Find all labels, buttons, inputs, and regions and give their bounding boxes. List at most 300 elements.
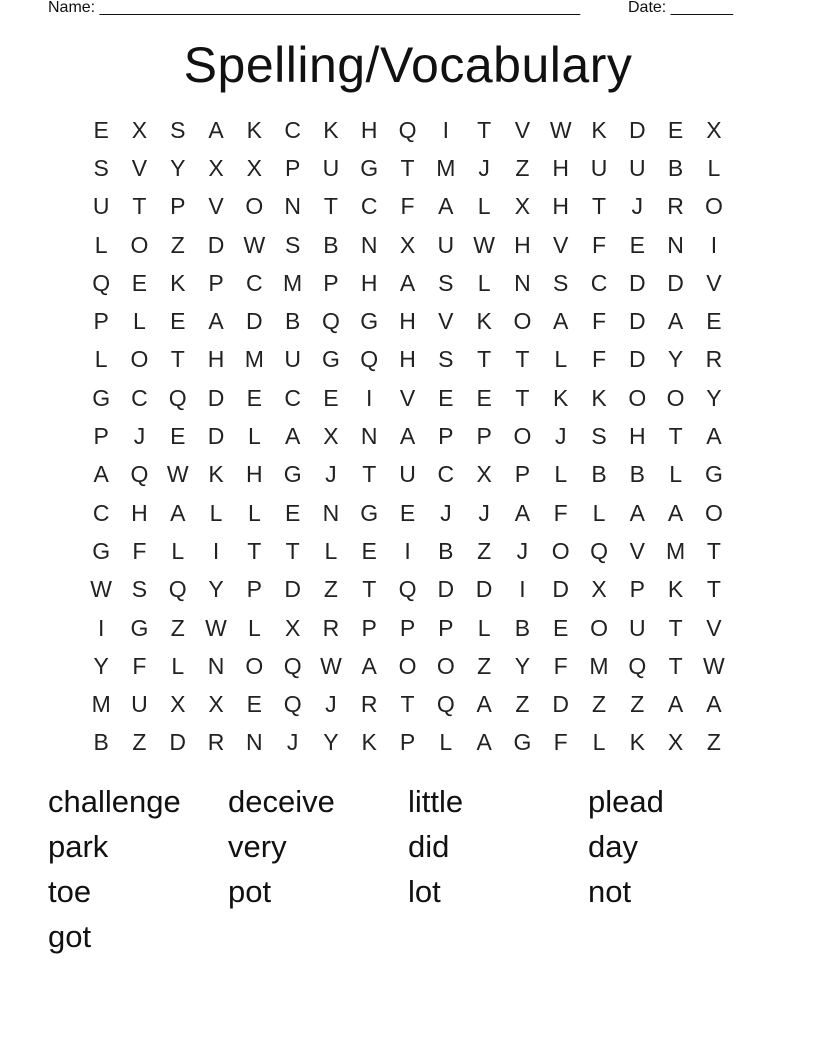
grid-letter[interactable]: A [667,308,684,335]
grid-letter[interactable]: B [514,614,531,641]
grid-letter[interactable]: V [553,231,569,258]
grid-letter[interactable]: M [283,269,303,296]
grid-letter[interactable]: E [476,384,492,411]
grid-letter[interactable]: D [437,576,455,603]
grid-letter[interactable]: M [666,537,686,564]
grid-letter[interactable]: S [438,346,454,373]
grid-letter[interactable]: M [91,691,111,718]
grid-letter[interactable]: L [324,537,338,564]
grid-letter[interactable]: A [706,691,722,718]
grid-letter[interactable]: F [553,652,568,679]
grid-letter[interactable]: Q [321,308,340,335]
grid-letter[interactable]: E [361,537,377,564]
grid-letter[interactable]: G [130,614,149,641]
grid-letter[interactable]: X [476,461,492,488]
grid-letter[interactable]: D [628,308,646,335]
grid-letter[interactable]: A [706,423,722,450]
grid-letter[interactable]: N [667,231,684,258]
grid-letter[interactable]: Z [323,576,338,603]
grid-letter[interactable]: K [208,461,224,488]
grid-letter[interactable]: Q [168,384,187,411]
grid-letter[interactable]: P [208,269,224,296]
grid-letter[interactable]: L [171,652,185,679]
grid-letter[interactable]: Q [283,691,302,718]
word-list-item: toe [48,874,92,909]
word-list-item: got [48,919,92,954]
grid-letter[interactable]: F [400,193,415,220]
grid-letter[interactable]: T [591,193,607,220]
grid-letter[interactable]: C [92,499,110,526]
grid-letter[interactable]: F [132,537,147,564]
grid-letter[interactable]: L [669,461,682,488]
grid-letter[interactable]: S [591,423,607,450]
grid-letter[interactable]: G [283,461,302,488]
word-list-item: plead [588,784,664,819]
grid-letter[interactable]: E [553,614,569,641]
grid-letter[interactable]: O [704,193,723,220]
grid-letter[interactable]: G [92,537,111,564]
grid-letter[interactable]: X [706,116,722,143]
grid-letter[interactable]: Q [398,116,417,143]
word-list-item: did [408,829,450,864]
grid-letter[interactable]: L [592,729,606,756]
grid-letter[interactable]: J [631,193,644,220]
grid-letter[interactable]: X [208,154,224,181]
grid-letter[interactable]: E [170,423,186,450]
grid-letter[interactable]: T [132,193,147,220]
grid-letter[interactable]: M [589,652,609,679]
grid-letter[interactable]: T [400,154,415,181]
grid-letter[interactable]: H [360,116,378,143]
grid-letter[interactable]: L [707,154,721,181]
grid-letter[interactable]: I [442,116,450,143]
grid-letter[interactable]: J [440,499,452,526]
grid-letter[interactable]: S [131,576,148,603]
grid-letter[interactable]: A [476,729,492,756]
grid-letter[interactable]: P [514,461,531,488]
grid-letter[interactable]: Q [590,537,608,564]
grid-letter[interactable]: T [668,423,683,450]
grid-letter[interactable]: Y [208,576,224,603]
grid-letter[interactable]: W [90,576,112,603]
grid-letter[interactable]: X [514,193,531,220]
grid-letter[interactable]: J [478,154,490,181]
grid-letter[interactable]: D [628,116,646,143]
grid-letter[interactable]: E [284,499,301,526]
grid-letter[interactable]: N [360,231,378,258]
grid-letter[interactable]: A [361,652,377,679]
grid-letter[interactable]: Z [170,614,185,641]
grid-letter[interactable]: S [438,269,454,296]
grid-letter[interactable]: F [591,346,607,373]
grid-letter[interactable]: Y [514,652,531,679]
grid-letter[interactable]: E [323,384,339,411]
grid-letter[interactable]: T [668,652,683,679]
grid-letter[interactable]: P [629,576,645,603]
grid-letter[interactable]: K [629,729,645,756]
grid-letter[interactable]: Q [283,652,302,679]
grid-letter[interactable]: Z [132,729,147,756]
grid-letter[interactable]: I [404,537,411,564]
grid-letter[interactable]: O [513,308,532,335]
grid-letter[interactable]: G [92,384,111,411]
grid-letter[interactable]: B [93,729,109,756]
grid-letter[interactable]: Z [515,154,530,181]
grid-letter[interactable]: T [706,537,721,564]
grid-letter[interactable]: Q [436,691,455,718]
grid-letter[interactable]: F [553,729,568,756]
grid-letter[interactable]: N [246,729,263,756]
grid-letter[interactable]: K [591,384,607,411]
grid-letter[interactable]: O [513,423,532,450]
grid-letter[interactable]: H [360,269,378,296]
grid-letter[interactable]: H [131,499,148,526]
grid-letter[interactable]: Y [170,154,186,181]
grid-letter[interactable]: C [437,461,455,488]
grid-letter[interactable]: L [477,269,491,296]
grid-letter[interactable]: Y [667,346,684,373]
grid-letter[interactable]: T [706,576,721,603]
grid-letter[interactable]: B [629,461,645,488]
grid-letter[interactable]: M [244,346,264,373]
grid-letter[interactable]: L [247,423,261,450]
grid-letter[interactable]: R [667,193,684,220]
grid-letter[interactable]: Q [92,269,111,296]
grid-letter[interactable]: W [549,116,572,143]
grid-letter[interactable]: L [477,614,491,641]
grid-letter[interactable]: P [438,614,454,641]
grid-letter[interactable]: J [478,499,490,526]
grid-letter[interactable]: C [284,384,301,411]
grid-letter[interactable]: A [399,423,416,450]
grid-letter[interactable]: B [438,537,454,564]
grid-letter[interactable]: Z [515,691,530,718]
grid-letter[interactable]: D [169,729,187,756]
grid-letter[interactable]: G [321,346,340,373]
grid-letter[interactable]: F [591,308,607,335]
grid-letter[interactable]: W [473,231,495,258]
word-list-item: not [588,874,632,909]
grid-letter[interactable]: V [706,614,722,641]
grid-letter[interactable]: O [130,346,149,373]
grid-letter[interactable]: H [552,154,570,181]
word-list-item: very [228,829,287,864]
grid-letter[interactable]: K [170,269,186,296]
grid-letter[interactable]: L [247,499,261,526]
grid-letter[interactable]: W [243,231,266,258]
word-list-item: deceive [228,784,335,819]
grid-letter[interactable]: S [553,269,569,296]
grid-letter[interactable]: V [629,537,645,564]
grid-letter[interactable]: Z [591,691,607,718]
grid-letter[interactable]: B [667,154,684,181]
grid-letter[interactable]: I [97,614,105,641]
grid-letter[interactable]: T [362,576,377,603]
grid-letter[interactable]: I [366,384,373,411]
grid-letter[interactable]: O [704,499,723,526]
grid-letter[interactable]: S [93,154,109,181]
grid-letter[interactable]: D [628,269,646,296]
grid-letter[interactable]: W [320,652,342,679]
grid-letter[interactable]: W [205,614,227,641]
grid-letter[interactable]: D [475,576,493,603]
grid-letter[interactable]: E [706,308,722,335]
grid-letter[interactable]: L [171,537,185,564]
grid-letter[interactable]: J [286,729,299,756]
grid-letter[interactable]: O [551,537,570,564]
grid-letter[interactable]: A [93,461,109,488]
grid-letter[interactable]: S [284,231,301,258]
grid-letter[interactable]: Z [170,231,185,258]
grid-letter[interactable]: G [704,461,723,488]
grid-letter[interactable]: S [170,116,186,143]
grid-letter[interactable]: L [209,499,223,526]
grid-letter[interactable]: U [92,193,110,220]
grid-letter[interactable]: E [438,384,454,411]
grid-letter[interactable]: L [133,308,146,335]
name-field: Name: ______________________________________________________ [48,0,581,16]
grid-letter[interactable]: I [710,231,718,258]
grid-letter[interactable]: E [629,231,645,258]
grid-letter[interactable]: L [439,729,453,756]
grid-letter[interactable]: B [323,231,339,258]
page-title: Spelling/Vocabulary [183,37,633,93]
grid-letter[interactable]: P [476,423,492,450]
grid-letter[interactable]: D [246,308,263,335]
grid-letter[interactable]: N [360,423,378,450]
grid-letter[interactable]: T [477,116,492,143]
grid-letter[interactable]: P [399,729,416,756]
grid-letter[interactable]: O [436,652,455,679]
grid-letter[interactable]: Y [93,652,109,679]
grid-letter[interactable]: D [284,576,301,603]
grid-letter[interactable]: L [554,346,568,373]
grid-letter[interactable]: V [706,269,722,296]
grid-letter[interactable]: H [399,308,416,335]
grid-letter[interactable]: L [477,193,491,220]
grid-letter[interactable]: J [325,461,337,488]
grid-letter[interactable]: L [554,461,568,488]
grid-letter[interactable]: X [399,231,416,258]
grid-letter[interactable]: O [398,652,417,679]
grid-letter[interactable]: R [705,346,723,373]
grid-letter[interactable]: T [515,346,530,373]
grid-letter[interactable]: A [629,499,645,526]
grid-letter[interactable]: H [246,461,263,488]
grid-letter[interactable]: D [628,346,646,373]
grid-letter[interactable]: G [360,499,379,526]
grid-letter[interactable]: D [207,423,225,450]
grid-letter[interactable]: G [360,154,379,181]
grid-letter[interactable]: R [360,691,378,718]
grid-letter[interactable]: K [476,308,492,335]
grid-letter[interactable]: A [514,499,531,526]
grid-letter[interactable]: X [323,423,339,450]
grid-letter[interactable]: F [591,231,607,258]
grid-letter[interactable]: U [628,614,646,641]
grid-letter[interactable]: T [285,537,300,564]
grid-letter[interactable]: A [667,499,684,526]
grid-letter[interactable]: X [208,691,224,718]
grid-letter[interactable]: H [207,346,225,373]
grid-letter[interactable]: K [553,384,569,411]
grid-letter[interactable]: T [477,346,492,373]
grid-letter[interactable]: W [166,461,189,488]
grid-letter[interactable]: U [131,691,148,718]
grid-letter[interactable]: C [590,269,608,296]
grid-letter[interactable]: P [246,576,262,603]
grid-letter[interactable]: T [400,691,415,718]
grid-letter[interactable]: T [170,346,185,373]
grid-letter[interactable]: X [591,576,607,603]
grid-letter[interactable]: G [513,729,532,756]
grid-letter[interactable]: A [553,308,569,335]
grid-letter[interactable]: O [130,231,149,258]
grid-letter[interactable]: P [93,423,109,450]
grid-letter[interactable]: Q [628,652,647,679]
grid-letter[interactable]: L [94,346,108,373]
grid-letter[interactable]: Q [168,576,187,603]
grid-letter[interactable]: N [284,193,301,220]
grid-letter[interactable]: J [325,691,337,718]
grid-letter[interactable]: D [207,384,225,411]
grid-letter[interactable]: N [207,652,225,679]
grid-letter[interactable]: A [476,691,492,718]
grid-letter[interactable]: C [246,269,263,296]
grid-letter[interactable]: K [246,116,262,143]
grid-letter[interactable]: J [133,423,146,450]
grid-letter[interactable]: U [284,346,301,373]
grid-letter[interactable]: A [284,423,301,450]
grid-letter[interactable]: L [94,231,108,258]
grid-letter[interactable]: O [590,614,608,641]
grid-letter[interactable]: D [552,691,570,718]
grid-letter[interactable]: L [592,499,606,526]
grid-letter[interactable]: K [361,729,377,756]
grid-letter[interactable]: A [208,308,224,335]
grid-letter[interactable]: C [284,116,301,143]
grid-letter[interactable]: B [284,308,301,335]
grid-letter[interactable]: U [628,154,646,181]
grid-letter[interactable]: Y [323,729,339,756]
grid-letter[interactable]: Y [706,384,722,411]
grid-letter[interactable]: J [516,537,529,564]
grid-letter[interactable]: L [247,614,261,641]
grid-letter[interactable]: Q [360,346,379,373]
grid-letter[interactable]: E [170,308,186,335]
grid-letter[interactable]: E [246,384,262,411]
word-list-item: pot [228,874,272,909]
grid-letter[interactable]: N [322,499,340,526]
grid-letter[interactable]: P [170,193,186,220]
grid-letter[interactable]: V [399,384,416,411]
grid-letter[interactable]: H [514,231,531,258]
grid-letter[interactable]: O [245,193,264,220]
grid-letter[interactable]: E [131,269,148,296]
grid-letter[interactable]: J [554,423,567,450]
grid-letter[interactable]: H [552,193,570,220]
grid-letter[interactable]: E [93,116,109,143]
grid-letter[interactable]: Z [477,537,492,564]
grid-letter[interactable]: T [323,193,338,220]
grid-letter[interactable]: E [399,499,416,526]
grid-letter[interactable]: F [132,652,147,679]
grid-letter[interactable]: X [667,729,684,756]
grid-letter[interactable]: Z [477,652,492,679]
grid-letter[interactable]: P [323,269,339,296]
grid-letter[interactable]: G [360,308,379,335]
grid-letter[interactable]: W [703,652,725,679]
grid-letter[interactable]: Q [130,461,149,488]
grid-letter[interactable]: R [207,729,225,756]
grid-letter[interactable]: F [553,499,568,526]
grid-letter[interactable]: U [322,154,340,181]
grid-letter[interactable]: D [667,269,684,296]
grid-letter[interactable]: K [591,116,607,143]
grid-letter[interactable]: T [515,384,530,411]
grid-letter[interactable]: B [591,461,607,488]
grid-letter[interactable]: D [207,231,225,258]
grid-letter[interactable]: X [170,691,186,718]
grid-letter[interactable]: Q [398,576,417,603]
grid-letter[interactable]: D [552,576,570,603]
grid-letter[interactable]: V [131,154,148,181]
grid-letter[interactable]: M [436,154,456,181]
grid-letter[interactable]: P [438,423,454,450]
grid-letter[interactable]: A [208,116,224,143]
grid-letter[interactable]: T [668,614,683,641]
grid-letter[interactable]: E [667,116,684,143]
grid-letter[interactable]: X [131,116,148,143]
grid-letter[interactable]: K [667,576,684,603]
grid-letter[interactable]: H [399,346,416,373]
grid-letter[interactable]: O [666,384,685,411]
grid-letter[interactable]: K [323,116,339,143]
grid-letter[interactable]: T [362,461,377,488]
grid-letter[interactable]: U [437,231,455,258]
grid-letter[interactable]: U [590,154,608,181]
grid-letter[interactable]: A [667,691,684,718]
word-list-item: lot [408,874,441,909]
grid-letter[interactable]: A [399,269,416,296]
grid-letter[interactable]: P [284,154,301,181]
grid-letter[interactable]: A [170,499,186,526]
grid-letter[interactable]: P [399,614,416,641]
grid-letter[interactable]: I [519,576,526,603]
grid-letter[interactable]: O [245,652,264,679]
grid-letter[interactable]: H [628,423,646,450]
grid-letter[interactable]: O [628,384,647,411]
grid-letter[interactable]: A [438,193,454,220]
grid-letter[interactable]: V [208,193,224,220]
grid-letter[interactable]: Z [706,729,721,756]
grid-letter[interactable]: Z [630,691,645,718]
grid-letter[interactable]: I [212,537,220,564]
grid-letter[interactable]: R [322,614,340,641]
grid-letter[interactable]: T [247,537,262,564]
grid-letter[interactable]: X [246,154,262,181]
grid-letter[interactable]: V [514,116,531,143]
grid-letter[interactable]: C [131,384,148,411]
grid-letter[interactable]: P [361,614,377,641]
grid-letter[interactable]: C [360,193,378,220]
grid-letter[interactable]: N [514,269,531,296]
grid-letter[interactable]: V [438,308,454,335]
grid-letter[interactable]: U [399,461,416,488]
grid-letter[interactable]: X [284,614,301,641]
grid-letter[interactable]: E [246,691,262,718]
grid-letter[interactable]: P [93,308,109,335]
